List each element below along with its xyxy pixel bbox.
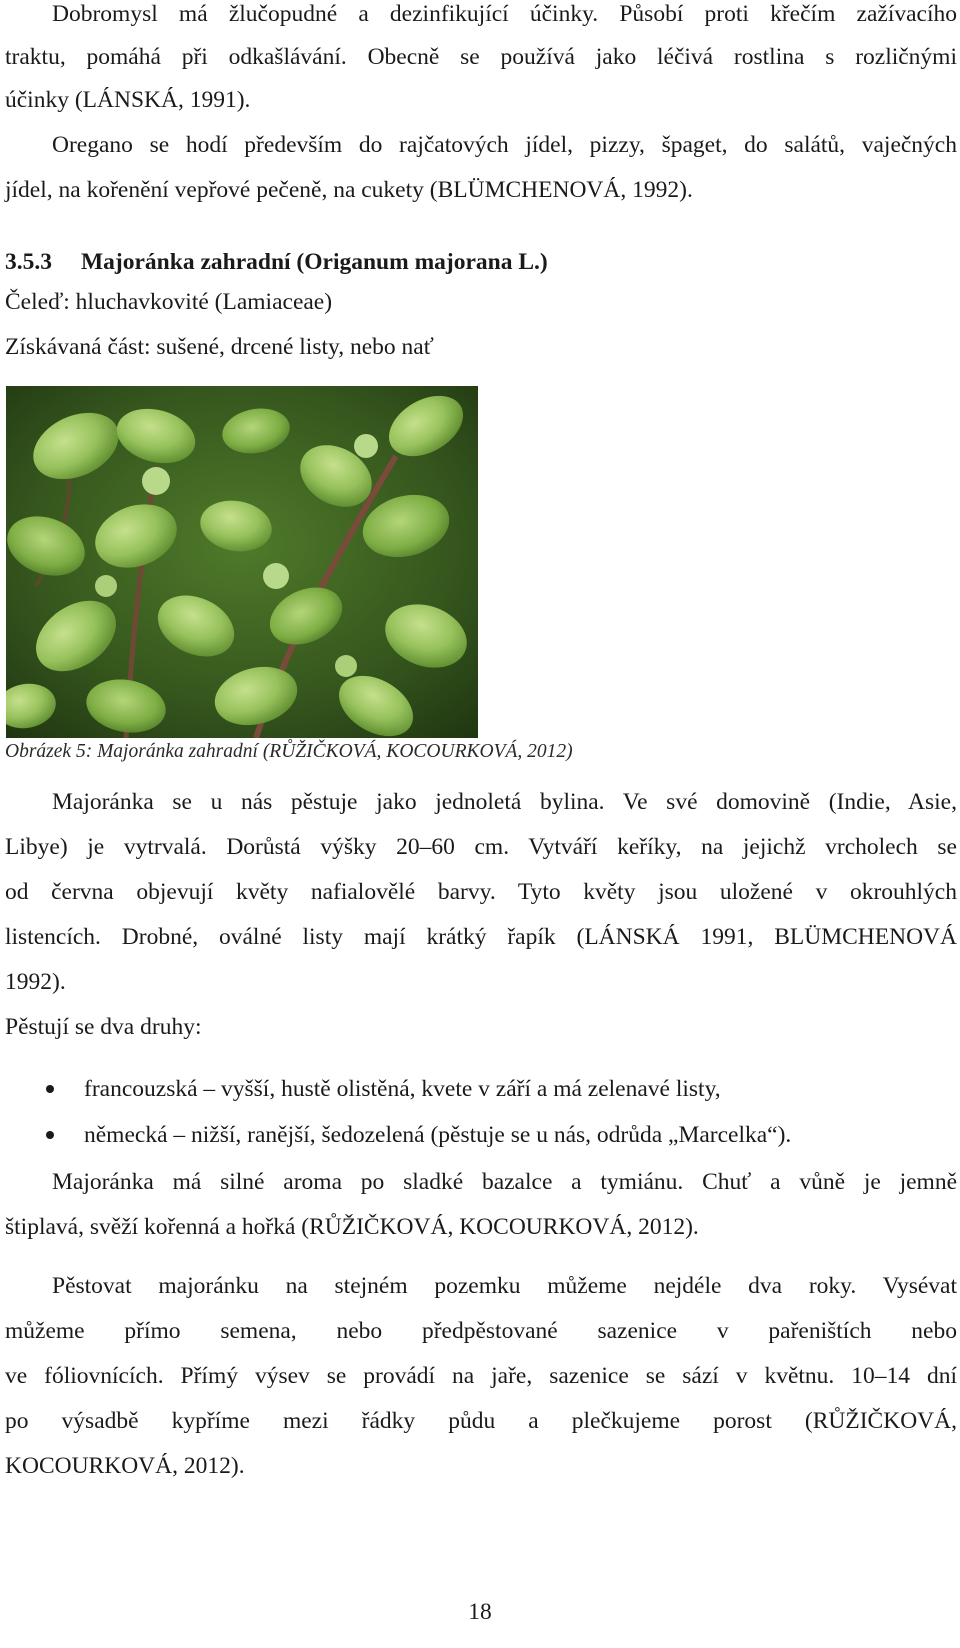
types-intro: Pěstují se dva druhy:	[5, 1014, 202, 1040]
figure-caption: Obrázek 5: Majoránka zahradní (RŮŽIČKOVÁ, KOCOURKOVÁ, 2012)	[5, 741, 573, 762]
text-line: Dobromysl má žlučopudné a dezinfikující účinky. Působí proti křečím zažívacího	[52, 1, 957, 27]
text-line: účinky (LÁNSKÁ, 1991).	[5, 87, 251, 113]
list-item: francouzská – vyšší, hustě olistěná, kvete v září a má zelenavé listy,	[84, 1076, 721, 1102]
text-line: traktu, pomáhá při odkašlávání. Obecně se používá jako léčivá rostlina s rozličnými	[5, 44, 957, 70]
section-heading	[5, 248, 957, 276]
text-line: po výsadbě kypříme mezi řádky půdu a plečkujeme porost (RŮŽIČKOVÁ,	[5, 1408, 957, 1434]
text-line: ve fóliovnících. Přímý výsev se provádí na jaře, sazenice se sází v květnu. 10–14 dní	[5, 1363, 957, 1389]
text-line: od června objevují květy nafialovělé barvy. Tyto květy jsou uložené v okrouhlých	[5, 879, 957, 905]
page-number: 18	[468, 1599, 492, 1625]
text-line: listencích. Drobné, oválné listy mají krátký řapík (LÁNSKÁ 1991, BLÜMCHENOVÁ	[5, 924, 957, 950]
section-title: Majoránka zahradní (Origanum majorana L.)	[81, 249, 548, 275]
list-item: německá – nižší, ranější, šedozelená (pěstuje se u nás, odrůda „Marcelka“).	[84, 1122, 792, 1148]
text-line: Oregano se hodí především do rajčatových jídel, pizzy, špaget, do salátů, vaječných	[52, 132, 957, 158]
text-line: 1992).	[5, 969, 66, 995]
part-line: Získávaná část: sušené, drcené listy, nebo nať	[5, 334, 434, 360]
bullet-icon	[46, 1131, 54, 1139]
bullet-icon	[46, 1085, 54, 1093]
text-line: můžeme přímo semena, nebo předpěstované sazenice v pařeništích nebo	[5, 1318, 957, 1344]
text-line: Majoránka se u nás pěstuje jako jednoletá bylina. Ve své domovině (Indie, Asie,	[52, 789, 957, 815]
text-line: štiplavá, svěží kořenná a hořká (RŮŽIČKOVÁ, KOCOURKOVÁ, 2012).	[5, 1214, 699, 1240]
text-line: jídel, na kořenění vepřové pečeně, na cukety (BLÜMCHENOVÁ, 1992).	[5, 177, 693, 203]
text-line: Libye) je vytrvalá. Dorůstá výšky 20–60 cm. Vytváří keříky, na jejichž vrcholech se	[5, 834, 957, 860]
marjoram-plant-image	[6, 386, 478, 738]
marjoram-photo	[6, 386, 478, 738]
text-line: Pěstovat majoránku na stejném pozemku můžeme nejdéle dva roky. Vysévat	[52, 1273, 957, 1299]
section-number: 3.5.3	[5, 249, 52, 275]
family-line: Čeleď: hluchavkovité (Lamiaceae)	[5, 289, 333, 315]
text-line: KOCOURKOVÁ, 2012).	[5, 1453, 245, 1479]
text-line: Majoránka má silné aroma po sladké bazalce a tymiánu. Chuť a vůně je jemně	[52, 1169, 957, 1195]
